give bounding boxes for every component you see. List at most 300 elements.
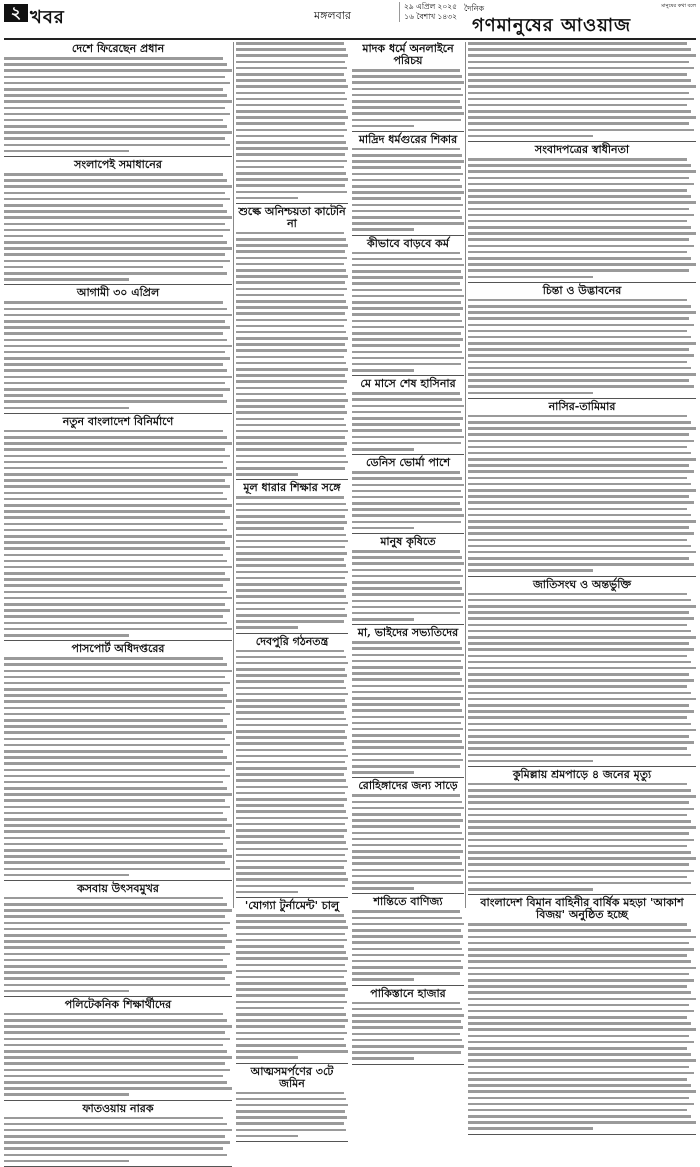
text-line (468, 661, 691, 664)
text-line (352, 1002, 460, 1005)
text-line (236, 620, 344, 623)
text-line (352, 326, 464, 329)
article-divider (4, 880, 232, 881)
text-line (468, 617, 694, 620)
article-body (236, 42, 348, 199)
text-line (468, 673, 689, 676)
text-line (468, 276, 593, 279)
article-divider (236, 633, 348, 634)
text-line (4, 657, 223, 660)
text-line (468, 789, 691, 792)
text-line (236, 1098, 346, 1101)
text-line (4, 1050, 227, 1053)
text-line (236, 232, 344, 235)
text-line (4, 719, 223, 722)
text-line (236, 885, 345, 888)
text-line (4, 560, 227, 563)
text-line (236, 110, 346, 113)
text-line (352, 125, 414, 128)
text-line (352, 948, 462, 951)
text-line (236, 79, 346, 82)
text-line (468, 814, 687, 817)
text-line (352, 527, 414, 530)
text-line (236, 933, 345, 936)
text-line (4, 376, 232, 379)
text-line (4, 1117, 223, 1120)
text-line (468, 1047, 687, 1050)
text-line (468, 421, 691, 424)
text-line (4, 909, 232, 912)
text-line (4, 707, 225, 710)
article-headline: ডেনিস ভোর্মা পাশে (352, 457, 464, 469)
article-divider (468, 1134, 696, 1135)
article-divider (4, 156, 232, 157)
text-line (4, 634, 129, 637)
text-line (352, 411, 461, 414)
text-line (4, 738, 225, 741)
text-line (4, 69, 232, 72)
text-line (352, 966, 463, 969)
text-line (352, 344, 460, 347)
text-line (4, 541, 225, 544)
article (352, 627, 464, 778)
text-line (352, 69, 460, 72)
text-line (236, 718, 346, 721)
text-line (236, 823, 345, 826)
text-line (4, 308, 227, 311)
article-headline: নাসির-তামিমার (468, 401, 696, 413)
text-line (4, 744, 230, 747)
column-divider (465, 42, 466, 908)
article-divider (352, 1064, 464, 1065)
text-line (4, 272, 227, 275)
text-line (468, 324, 694, 327)
article (4, 159, 232, 285)
article-headline: দেবপুরি গঠনতন্ত্র (236, 636, 348, 648)
text-line (236, 1110, 345, 1113)
text-line (468, 747, 687, 750)
article-headline: শুল্কে অনিশ্চয়তা কাটেনি না (236, 206, 348, 230)
text-line (4, 345, 232, 348)
text-line (236, 730, 345, 733)
text-line (468, 704, 689, 707)
text-line (352, 484, 464, 487)
section-title: খবর (30, 3, 65, 34)
text-line (236, 854, 345, 857)
article (468, 285, 696, 399)
article-body (4, 1013, 232, 1096)
text-line (468, 723, 691, 726)
text-line (352, 641, 460, 644)
article-body (352, 252, 464, 372)
article (4, 1103, 232, 1167)
text-line (236, 184, 345, 187)
text-line (4, 467, 227, 470)
text-line (4, 485, 230, 488)
text-line (236, 122, 345, 125)
text-line (468, 92, 689, 95)
text-line (4, 799, 225, 802)
article-body (4, 430, 232, 637)
text-line (4, 849, 227, 852)
text-line (236, 540, 348, 543)
text-line (468, 539, 687, 542)
article (468, 897, 696, 1134)
text-line (468, 839, 694, 842)
newspaper-logo (464, 2, 696, 36)
text-line (4, 915, 225, 918)
text-line (4, 750, 223, 753)
text-line (236, 104, 344, 107)
text-line (4, 597, 232, 600)
text-line (468, 545, 691, 548)
text-line (352, 556, 462, 559)
text-line (468, 532, 694, 535)
text-line (236, 614, 347, 617)
text-line (352, 1051, 461, 1054)
text-line (352, 496, 463, 499)
text-line (352, 716, 464, 719)
text-line (352, 1045, 464, 1048)
article-divider (352, 131, 464, 132)
text-line (352, 216, 462, 219)
text-line (352, 351, 462, 354)
text-line (352, 923, 464, 926)
text-line (4, 326, 230, 329)
article-divider (236, 1141, 348, 1142)
text-line (468, 263, 696, 266)
text-line (468, 599, 691, 602)
text-line (4, 1069, 230, 1072)
text-line (468, 863, 689, 866)
text-line (352, 154, 462, 157)
text-line (468, 1078, 687, 1081)
text-line (468, 85, 696, 88)
text-line (352, 862, 462, 865)
text-line (352, 191, 464, 194)
text-line (468, 73, 687, 76)
text-line (352, 423, 460, 426)
text-line (4, 430, 223, 433)
text-line (236, 736, 347, 739)
text-line (468, 1016, 687, 1019)
text-line (236, 288, 347, 291)
text-line (352, 398, 462, 401)
article-headline: জাতিসংঘ ও অন্তর্ভুক্তি (468, 579, 696, 591)
text-line (468, 636, 696, 639)
text-line (4, 971, 232, 974)
text-line (4, 88, 223, 91)
text-line (4, 787, 227, 790)
text-line (236, 939, 347, 942)
text-line (4, 210, 227, 213)
text-line (236, 841, 346, 844)
text-line (468, 973, 689, 976)
text-line (468, 870, 694, 873)
text-line (352, 307, 463, 310)
text-line (468, 1127, 593, 1130)
text-line (4, 615, 223, 618)
text-line (352, 666, 463, 669)
text-line (468, 991, 691, 994)
text-line (468, 857, 696, 860)
text-line (236, 405, 345, 408)
text-line (468, 685, 687, 688)
text-line (352, 363, 461, 366)
text-line (468, 1103, 694, 1106)
text-line (4, 756, 227, 759)
text-line (236, 42, 344, 45)
article-body (4, 897, 232, 992)
text-line (4, 1093, 129, 1096)
text-line (236, 711, 344, 714)
text-line (236, 951, 346, 954)
text-line (352, 392, 460, 395)
article-headline: পলিটেকনিক শিক্ষার্থীদের (4, 999, 232, 1011)
text-line (236, 866, 344, 869)
article (352, 780, 464, 894)
text-line (468, 832, 689, 835)
text-line (468, 208, 689, 211)
text-line (4, 946, 225, 949)
text-line (468, 998, 696, 1001)
text-line (4, 479, 225, 482)
article (4, 287, 232, 413)
text-line (236, 147, 348, 150)
text-line (4, 1129, 232, 1132)
text-line (236, 577, 345, 580)
text-line (352, 94, 463, 97)
text-line (4, 861, 225, 864)
text-line (4, 150, 129, 153)
text-line (4, 94, 227, 97)
text-line (236, 521, 347, 524)
page-number: ২ (4, 4, 28, 22)
text-line (468, 1090, 696, 1093)
text-line (468, 232, 696, 235)
article-divider (352, 235, 464, 236)
text-line (468, 214, 694, 217)
text-line (4, 622, 227, 625)
text-line (468, 373, 696, 376)
text-line (4, 229, 230, 232)
text-line (236, 749, 346, 752)
text-line (236, 878, 348, 881)
text-line (352, 813, 461, 816)
text-line (236, 238, 346, 241)
text-line (352, 75, 462, 78)
text-line (352, 508, 462, 511)
text-line (236, 668, 345, 671)
text-line (352, 587, 462, 590)
text-line (468, 563, 694, 566)
text-line (352, 618, 414, 621)
text-line (236, 656, 346, 659)
text-line (468, 760, 593, 763)
text-line (468, 433, 689, 436)
text-line (4, 260, 230, 263)
text-line (236, 693, 348, 696)
text-line (236, 362, 346, 365)
text-line (4, 198, 230, 201)
text-line (236, 343, 345, 346)
text-line (468, 985, 687, 988)
text-line (352, 320, 462, 323)
text-line (4, 455, 230, 458)
article (468, 769, 696, 895)
text-line (352, 521, 461, 524)
text-line (468, 826, 696, 829)
text-line (236, 626, 298, 629)
text-line (352, 654, 464, 657)
text-line (4, 694, 227, 697)
text-line (236, 178, 348, 181)
text-line (468, 845, 687, 848)
text-line (236, 455, 346, 458)
text-line (468, 624, 687, 627)
text-line (352, 252, 460, 255)
text-line (236, 98, 347, 101)
text-line (236, 424, 346, 427)
article (468, 401, 696, 577)
text-line (236, 61, 345, 64)
text-line (236, 54, 348, 57)
text-line (468, 477, 687, 480)
article-headline: কুমিল্লায় শ্রমপাড়ে ৪ জনের মৃত্যু (468, 769, 696, 781)
text-line (352, 88, 461, 91)
text-line (352, 685, 464, 688)
text-line (4, 223, 225, 226)
text-line (352, 1039, 462, 1042)
text-line (236, 546, 345, 549)
text-line (236, 583, 347, 586)
article-divider (352, 533, 464, 534)
text-line (352, 722, 461, 725)
article-body (352, 471, 464, 529)
text-line (236, 564, 346, 567)
text-line (236, 257, 347, 260)
text-line (236, 761, 345, 764)
text-line (468, 245, 694, 248)
text-line (236, 742, 344, 745)
text-line (4, 388, 230, 391)
article-divider (4, 413, 232, 414)
text-line (236, 680, 344, 683)
article (352, 134, 464, 236)
text-line (236, 988, 348, 991)
text-line (4, 185, 232, 188)
article (352, 988, 464, 1065)
text-line (468, 1072, 694, 1075)
article (236, 636, 348, 899)
text-line (352, 369, 414, 372)
article-body (468, 158, 696, 278)
text-line (236, 442, 347, 445)
text-line (4, 762, 232, 765)
text-line (236, 602, 348, 605)
text-line (4, 940, 232, 943)
article (352, 378, 464, 455)
text-line (468, 716, 687, 719)
text-line (468, 195, 691, 198)
text-line (468, 170, 696, 173)
text-line (236, 860, 347, 863)
text-line (236, 779, 346, 782)
text-line (236, 48, 346, 51)
text-line (236, 534, 346, 537)
text-line (352, 197, 461, 200)
text-line (352, 972, 460, 975)
text-line (468, 923, 687, 926)
text-line (352, 185, 462, 188)
text-line (352, 978, 414, 981)
text-line (4, 1081, 227, 1084)
text-line (468, 452, 691, 455)
text-line (4, 473, 232, 476)
article-headline: মানুষ কৃষিতে (352, 536, 464, 548)
text-line (236, 430, 348, 433)
column-3 (468, 42, 696, 908)
text-line (468, 183, 694, 186)
text-line (352, 612, 460, 615)
text-line (468, 164, 691, 167)
text-line (4, 547, 230, 550)
text-line (4, 339, 227, 342)
text-line (236, 650, 344, 653)
text-line (236, 767, 347, 770)
text-line (468, 257, 691, 260)
text-line (352, 703, 460, 706)
text-line (468, 177, 689, 180)
text-line (236, 705, 347, 708)
article-body (236, 232, 348, 476)
text-line (4, 253, 225, 256)
article-headline: মাদ্রিদ ধর্মগুরের শিকার (352, 134, 464, 146)
article-body (4, 57, 232, 152)
text-line (4, 1031, 225, 1034)
text-line (468, 1084, 691, 1087)
text-line (352, 887, 414, 890)
article (4, 643, 232, 881)
text-line (236, 1056, 298, 1059)
text-line (352, 771, 414, 774)
text-line (236, 926, 348, 929)
article (352, 457, 464, 534)
text-line (468, 330, 687, 333)
text-line (4, 442, 232, 445)
article-headline: শান্তিতে বাণিজ্য (352, 896, 464, 908)
text-line (236, 798, 347, 801)
article (4, 43, 232, 157)
text-line (468, 317, 689, 320)
text-line (236, 804, 344, 807)
text-line (4, 731, 232, 734)
article-body (4, 173, 232, 281)
text-line (236, 1001, 347, 1004)
text-line (352, 258, 462, 261)
text-line (4, 700, 232, 703)
text-line (468, 427, 696, 430)
text-line (236, 356, 344, 359)
text-line (352, 575, 463, 578)
text-line (236, 1013, 346, 1016)
article-headline: বাংলাদেশ বিমান বাহিনীর বার্ষিক মহড়া 'আকাশ বিজয়' অনুষ্ঠিত হচ্ছে (468, 897, 696, 921)
text-line (4, 82, 230, 85)
text-line (352, 929, 461, 932)
text-line (468, 526, 689, 529)
article-body (468, 42, 696, 137)
date-bangla: ১৬ বৈশাখ ১৪৩২ (404, 12, 457, 22)
